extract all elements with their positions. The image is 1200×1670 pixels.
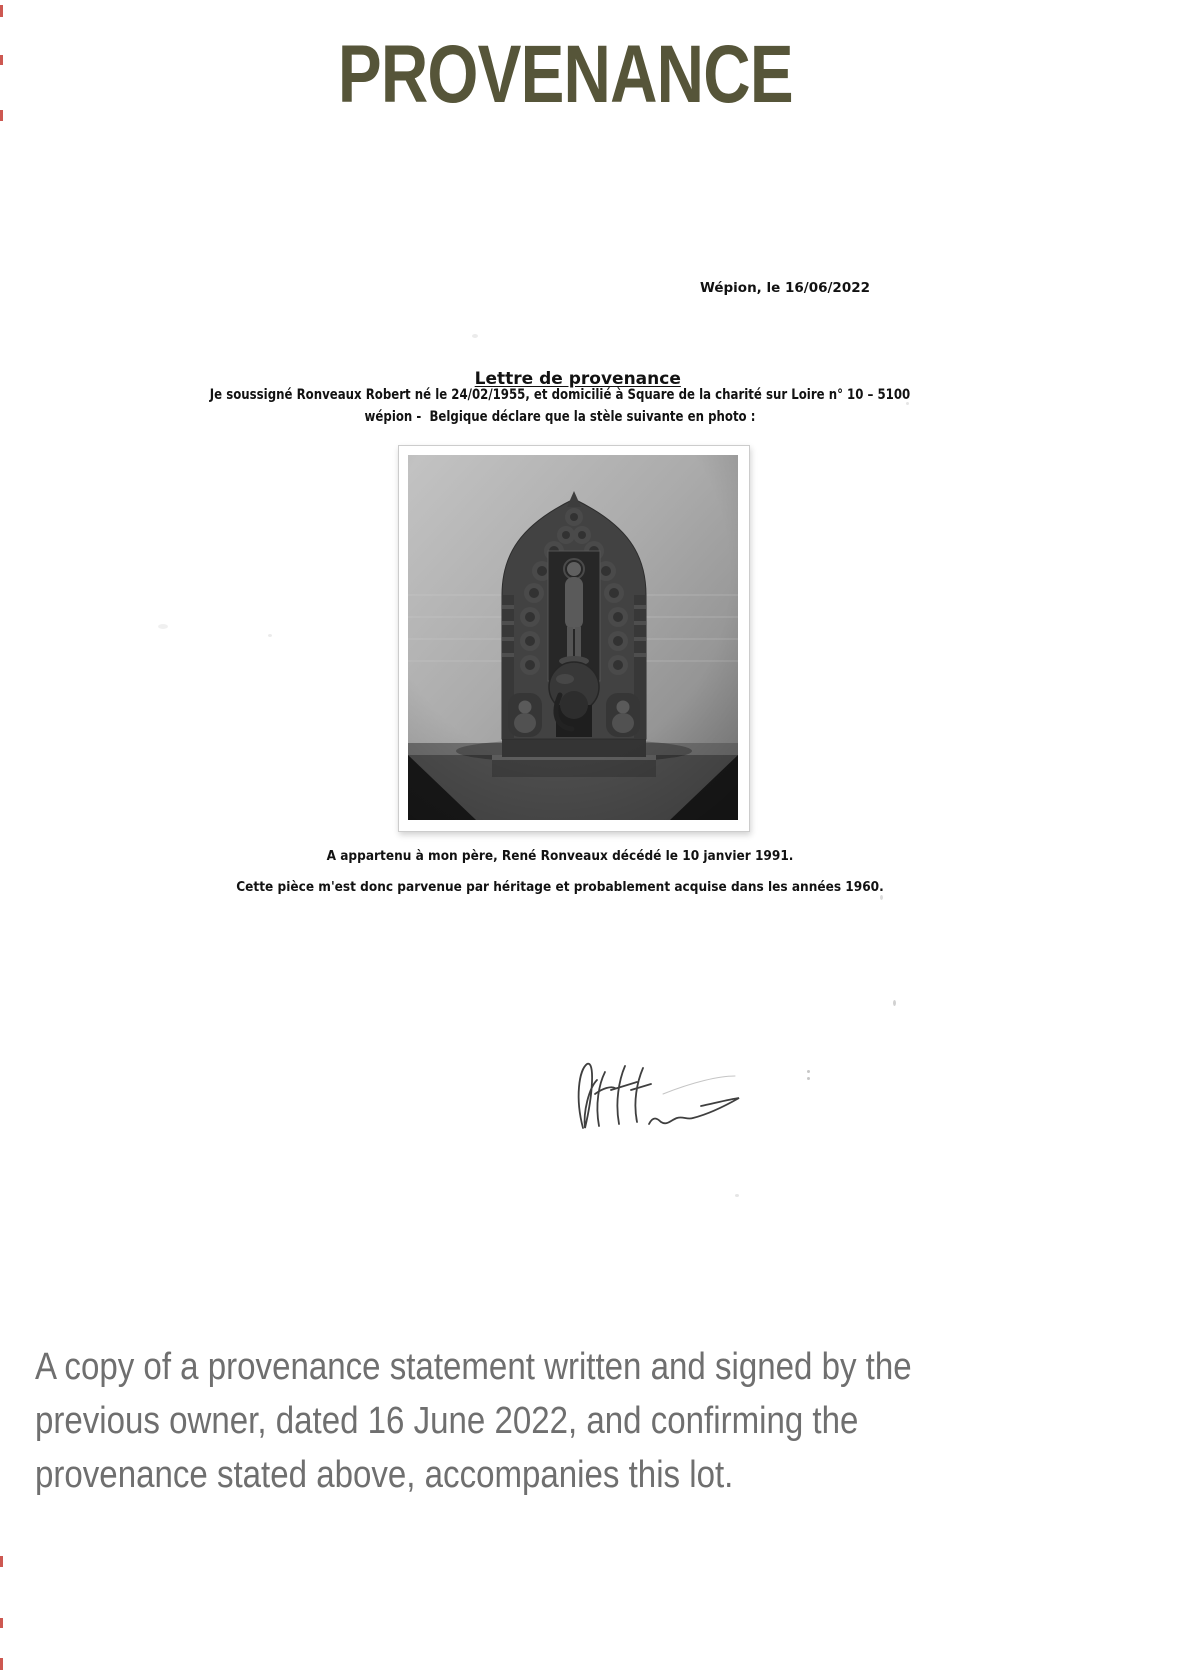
footer-description <box>35 1340 1036 1502</box>
letter-body-line-1: Je soussigné Ronveaux Robert né le 24/02/1955, et domicilié à Square de la charité sur Loire n° 10 – 5100 <box>209 387 911 403</box>
red-edge-mark <box>0 1658 3 1670</box>
scan-artifact <box>807 1077 810 1080</box>
footer-line-3: provenance stated above, accompanies this lot. <box>35 1454 734 1496</box>
page-title <box>0 29 1130 120</box>
scan-artifact <box>158 624 168 629</box>
letter-date: Wépion, le 16/06/2022 <box>699 280 870 296</box>
scan-artifact <box>807 1070 810 1073</box>
page-title-text: PROVENANCE <box>337 29 793 120</box>
photo-caption-2: Cette pièce m'est donc parvenue par héritage et probablement acquise dans les années 1960. <box>236 879 884 895</box>
red-edge-mark <box>0 5 3 17</box>
scan-artifact <box>906 402 909 405</box>
scan-artifact <box>735 1194 739 1197</box>
scan-artifact <box>893 1000 896 1006</box>
footer-line-1: A copy of a provenance statement written and signed by the <box>35 1346 912 1388</box>
footer-line-2: previous owner, dated 16 June 2022, and confirming the <box>35 1400 859 1442</box>
photo-caption-1: A appartenu à mon père, René Ronveaux décédé le 10 janvier 1991. <box>326 848 794 864</box>
signature <box>553 1028 753 1133</box>
scan-artifact <box>268 634 272 637</box>
red-edge-mark <box>0 1556 3 1567</box>
scan-artifact <box>472 334 478 338</box>
letter-heading-text: Lettre de provenance <box>474 369 681 389</box>
stele-photo-image <box>408 455 738 820</box>
red-edge-mark <box>0 1618 3 1628</box>
letter-body-line-2: wépion - Belgique déclare que la stèle suivante en photo : <box>364 409 756 425</box>
stele-photo <box>398 445 750 832</box>
scan-artifact <box>880 895 883 900</box>
